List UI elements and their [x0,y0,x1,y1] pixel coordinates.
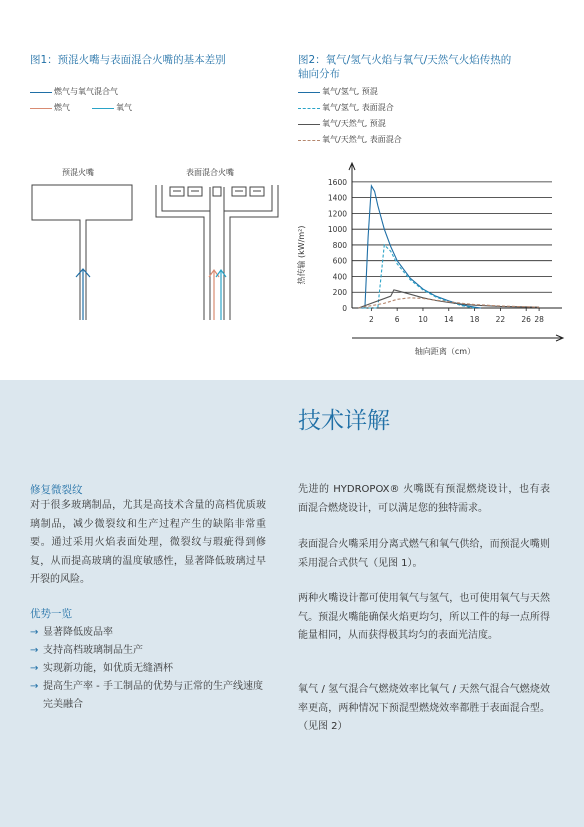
surface-nozzle [156,185,278,320]
fig2-legend [298,86,558,150]
fig1-title: 图1：预混火嘴与表面混合火嘴的基本差别 [30,54,226,66]
paragraph-microcrack: 对于很多玻璃制品，尤其是高技术含量的高档优质玻璃制品，减少微裂纹和生产过程产生的缺陷非常重要。通过采用火焰表面处理，微裂纹与瑕疵得到修复，从而提高玻璃的温度敏感性，显著降低玻璃过早开裂的风险。 [30,500,266,585]
chart-grid [352,182,552,292]
surface-flow-arrows [209,270,226,320]
x-tick-label: 2 [368,315,374,324]
section-title: 技术详解 [298,408,390,434]
legend-label: 氧气/天然气, 表面混合 [322,135,402,144]
legend-label: 氧气/天然气, 预混 [322,119,386,128]
fig2-legend-item [298,102,558,118]
legend-label: 燃气 [54,103,70,112]
legend-swatch [30,108,52,109]
fig2-legend-item [298,134,558,150]
fig2-title-line1: 图2：氧气/氢气火焰与氧气/天然气火焰传热的 [298,54,512,66]
nozzle-premix-label: 预混火嘴 [62,168,94,177]
paragraph-efficiency: 氧气 / 氢气混合气燃烧效率比氧气 / 天然气混合气燃烧效率更高，两种情况下预混型燃烧效率都胜于表面混合型。（见图 2） [298,684,550,732]
y-tick-label: 1200 [327,209,347,219]
legend-label: 燃气与氧气混合气 [54,87,118,96]
heading-microcrack: 修复微裂纹 [30,484,83,496]
chart-x-axis-label: 轴向距离（cm） [414,347,476,356]
list-item [30,678,266,714]
paragraph-gas-types: 两种火嘴设计都可使用氧气与氢气，也可使用氧气与天然气。预混火嘴能确保火焰更均匀，所以工件的每一点所得能量相同，从而获得极其均匀的表面光洁度。 [298,593,550,641]
legend-swatch [30,92,52,93]
advantages-list [30,624,266,714]
series-line [359,186,482,308]
fig2-legend-item [298,86,558,102]
y-tick-label: 800 [332,240,347,250]
y-tick-label: 1600 [327,177,347,187]
legend-label: 氧气 [116,103,132,112]
arrow-icon: → [30,627,39,638]
list-item [30,642,266,660]
x-tick-label: 18 [469,315,480,324]
fig1-legend-item [30,86,270,102]
legend-swatch [298,92,320,93]
fig2-title [298,53,568,81]
fig1-nozzle-diagram [20,175,290,325]
premix-flow-arrow [76,269,90,320]
list-item-text: 提高生产率 - 手工制品的优势与正常的生产线速度完美融合 [43,681,263,710]
heading-advantages: 优势一览 [30,608,72,620]
y-tick-label: 200 [332,288,347,298]
arrow-icon: → [30,645,39,656]
x-tick-label: 28 [534,315,544,324]
y-tick-label: 400 [332,272,347,282]
fig2-title-line2: 轴向分布 [298,68,340,80]
x-tick-label: 6 [394,315,400,324]
y-tick-label: 1000 [327,225,347,235]
y-tick-label: 600 [332,256,347,266]
legend-swatch [298,140,320,141]
list-item-text: 支持高档玻璃制品生产 [43,645,143,656]
arrow-icon: → [30,663,39,674]
x-tick-label: 26 [521,315,531,324]
x-tick-label: 14 [444,315,454,324]
premix-nozzle-outline [32,185,132,320]
y-tick-label: 1400 [327,193,347,203]
x-tick-label: 22 [495,315,506,324]
legend-swatch [298,108,320,109]
paragraph-hydropox: 先进的 HYDROPOX® 火嘴既有预混燃烧设计，也有表面混合燃烧设计，可以满足您的独特需求。 [298,484,550,514]
chart-x-ticks [369,308,544,324]
premix-nozzle [32,185,132,320]
fig1-legend-item [30,102,270,118]
fig2-legend-item [298,118,558,134]
legend-swatch [92,108,114,109]
chart-series [359,186,540,308]
legend-swatch [298,124,320,125]
list-item-text: 实现新功能，如优质无缝酒杯 [43,663,173,674]
paragraph-surface-mix: 表面混合火嘴采用分离式燃气和氧气供给，而预混火嘴则采用混合式供气（见图 1）。 [298,539,550,569]
fig2-chart [290,160,570,365]
list-item [30,660,266,678]
legend-label: 氧气/氢气, 表面混合 [322,103,394,112]
list-item-text: 显著降低废品率 [43,627,113,638]
list-item [30,624,266,642]
fig1-legend [30,86,270,118]
x-tick-label: 10 [418,315,428,324]
legend-label: 氧气/氢气, 预混 [322,87,378,96]
nozzle-surface-label: 表面混合火嘴 [186,168,234,177]
chart-y-ticks [328,178,347,313]
arrow-icon: → [30,681,39,692]
chart-y-axis-label: 热传输 (kW/m²) [297,225,306,285]
y-tick-label: 0 [342,304,347,313]
